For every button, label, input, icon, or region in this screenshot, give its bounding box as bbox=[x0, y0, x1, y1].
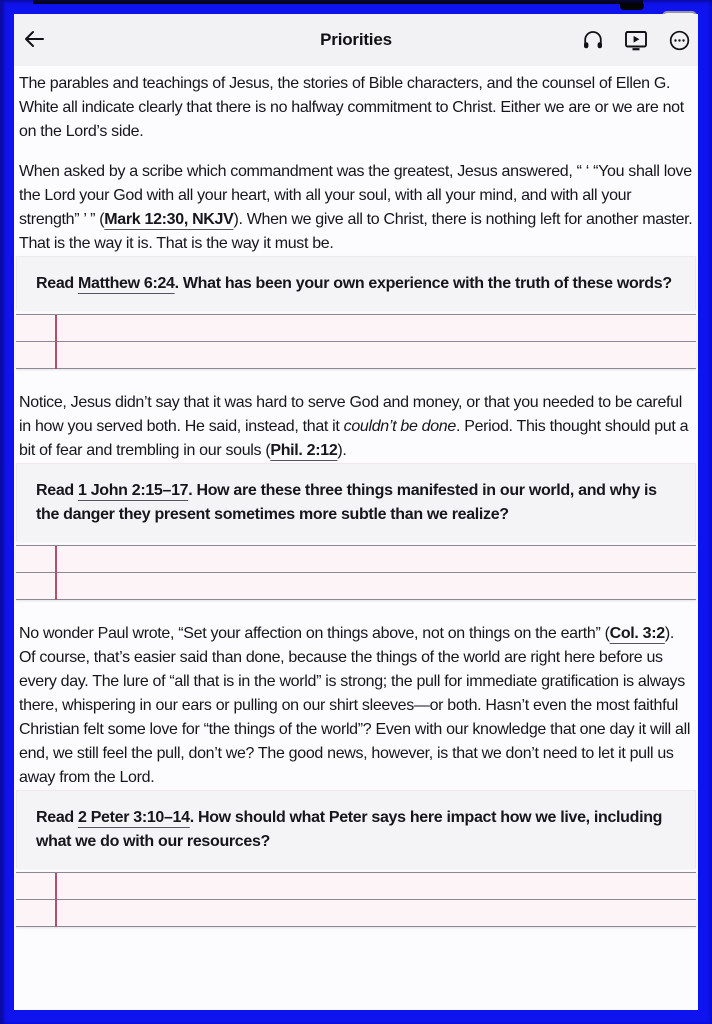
text-segment: Read bbox=[36, 809, 78, 826]
question-text bbox=[16, 256, 696, 310]
lesson-paragraph bbox=[17, 72, 695, 144]
text-segment: The parables and teachings of Jesus, the stories of Bible characters, and the counsel of Ellen G. White all indicate clearly that there is no halfway commitment to Christ. Either we are or we are not on the Lord’s side. bbox=[19, 75, 684, 140]
answer-line[interactable] bbox=[16, 315, 696, 342]
back-arrow-icon bbox=[22, 27, 46, 54]
lesson-paragraph bbox=[17, 160, 695, 256]
video-button[interactable] bbox=[621, 22, 651, 58]
text-segment: . What has been your own experience with the truth of these words? bbox=[174, 275, 672, 292]
text-segment: ). Of course, that’s easier said than done, because the things of the world are right here before us every day. The lure of “all that is in the world” is strong; the pull for immediate gratification is always there, whispering in our ears or pulling on our shirt sleeves—or both. Hasn’t even the most faithful Christian felt some love for “the things of the world”? Even with our knowledge that one day it will all end, we still feel the pull, don’t we? The good news, however, is that we don’t need to let it pull us away from the Lord. bbox=[19, 625, 691, 786]
text-segment: Read bbox=[36, 482, 78, 499]
answer-line[interactable] bbox=[16, 573, 696, 600]
more-options-button[interactable] bbox=[664, 22, 694, 58]
text-segment: . Period. This thought should put a bit of fear and trembling in our souls ( bbox=[19, 418, 689, 459]
notebook-margin-line bbox=[55, 546, 57, 600]
scripture-reference-link[interactable]: 2 Peter 3:10–14 bbox=[77, 809, 190, 826]
notebook-margin-line bbox=[55, 873, 57, 927]
status-bar-remnant bbox=[33, 0, 643, 4]
notebook-margin-line bbox=[55, 315, 57, 369]
scripture-reference-link[interactable]: Matthew 6:24 bbox=[77, 275, 175, 292]
more-options-icon bbox=[668, 29, 691, 52]
app-header bbox=[14, 14, 698, 66]
question-card bbox=[16, 463, 696, 600]
scripture-reference-link[interactable]: Phil. 2:12 bbox=[270, 442, 338, 459]
status-bar-tab bbox=[620, 4, 644, 10]
text-segment: ). When we give all to Christ, there is nothing left for another master. That is the way it is. That is the way it must be. bbox=[19, 211, 693, 252]
back-button[interactable] bbox=[22, 20, 56, 60]
scripture-reference-link[interactable]: Mark 12:30, NKJV bbox=[104, 211, 234, 228]
question-card bbox=[16, 790, 696, 927]
text-segment: . How should what Peter says here impact how we live, including what we do with our resources? bbox=[36, 809, 663, 850]
lesson-paragraph bbox=[17, 622, 695, 790]
headphones-icon bbox=[581, 28, 605, 52]
answer-line[interactable] bbox=[16, 546, 696, 573]
scripture-reference-link[interactable]: 1 John 2:15–17 bbox=[77, 482, 189, 499]
scripture-reference-link[interactable]: Col. 3:2 bbox=[609, 625, 665, 642]
answer-line[interactable] bbox=[16, 900, 696, 927]
text-segment: ). bbox=[337, 442, 347, 459]
page-title: Priorities bbox=[320, 30, 392, 49]
text-segment: Notice, Jesus didn’t say that it was hard to serve God and money, or that you needed to be careful in how you served both. He said, instead, that it bbox=[19, 394, 682, 435]
audio-button[interactable] bbox=[578, 22, 608, 58]
text-segment: No wonder Paul wrote, “Set your affection on things above, not on things on the earth” ( bbox=[19, 625, 610, 642]
lesson-content bbox=[14, 72, 698, 927]
app-window bbox=[14, 14, 698, 1010]
text-segment: Read bbox=[36, 275, 78, 292]
answer-line[interactable] bbox=[16, 342, 696, 369]
answer-input-area[interactable] bbox=[16, 872, 696, 927]
text-segment: couldn’t be done bbox=[343, 418, 456, 435]
answer-input-area[interactable] bbox=[16, 545, 696, 600]
answer-line[interactable] bbox=[16, 873, 696, 900]
answer-input-area[interactable] bbox=[16, 314, 696, 369]
question-card bbox=[16, 256, 696, 369]
video-player-icon bbox=[623, 28, 649, 53]
lesson-paragraph bbox=[17, 391, 695, 463]
question-text bbox=[16, 790, 696, 868]
header-actions bbox=[578, 22, 694, 58]
text-segment: When asked by a scribe which commandment was the greatest, Jesus answered, “ ‘ “You shall love the Lord your God with all your heart, with all your soul, with all your mind, and with all your strength” ’ ” ( bbox=[19, 163, 692, 228]
text-segment: . How are these three things manifested in our world, and why is the danger they present sometimes more subtle than we realize? bbox=[36, 482, 657, 523]
question-text bbox=[16, 463, 696, 541]
